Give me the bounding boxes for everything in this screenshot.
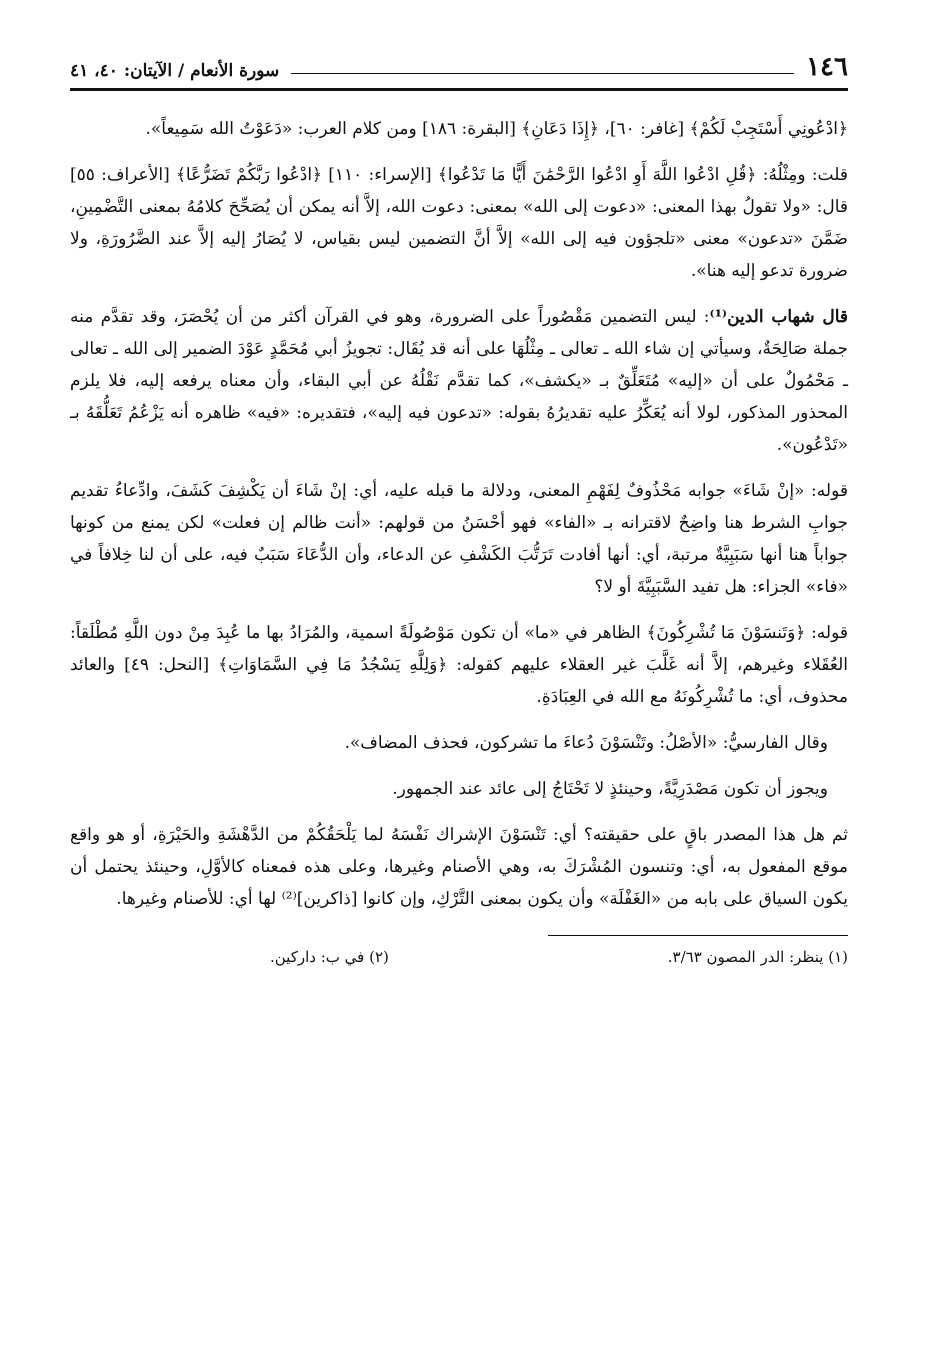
paragraph xyxy=(70,475,848,603)
paragraph-text: قلت: ومِثْلُهُ: ﴿قُلِ ادْعُوا اللَّهَ أَوِ ادْعُوا الرَّحْمَٰنَ أَيًّا مَا تَدْعُوا﴾ [الإسراء: ١١٠] ﴿ادْعُوا رَبَّكُمْ تَضَرُّعًا﴾ [الأعراف: ٥٥] قال: «ولا تقولُ بهذا المعنى: «دعوت إلى الله» بمعنى: دعوت الله، إلاَّ أنه يمكن أن يُصَحِّحَ كلامُهُ بمعنى التَّضْمِينِ، ضَمَّنَ «تدعون» معنى «تلجؤون فيه إلى الله» إلاَّ أنَّ التضمين ليس بقياس، لا يُصَارُ إليه إلاَّ عند الضَّرُورَةِ، ولا ضرورة تدعو إليه هنا». xyxy=(70,165,848,281)
footnote-1: (١) ينظر: الدر المصون ٣/٦٣. xyxy=(667,948,848,966)
paragraph-text: : ليس التضمين مَقْصُوراً على الضرورة، وهو في القرآن أكثر من أن يُحْصَرَ، وقد تقدَّم منه جملة صَالِحَةٌ، وسيأتي إن شاء الله ـ تعالى ـ مِثْلُهَا على أنه قد يُقَال: تجويزُ أبي مُحَمَّدٍ عَوْدَ الضمير إلى الله ـ تعالى ـ مَحْمُولٌ على أن «إليه» مُتَعَلِّقٌ بـ «يكشف»، كما تقدَّم نَقْلُهُ عن أبي البقاء، وأن معناه يرفعه إليه، فلا يلزم المحذور المذكور، لولا أنه يُعَكِّرُ عليه تقديرُهُ بقوله: «تدعون فيه إليه»، فتقديره: «فيه» ظاهره أنه يَزْعُمُ تَعَلُّقَهُ بـ «تَدْعُون». xyxy=(70,307,848,455)
footnote-2: (٢) في ب: داركين. xyxy=(270,948,389,966)
page-body xyxy=(70,113,848,915)
paragraph xyxy=(70,113,848,145)
footnotes xyxy=(70,944,848,970)
header-fill-line xyxy=(291,73,794,74)
paragraph xyxy=(70,773,848,805)
page-number: ١٤٦ xyxy=(806,52,848,82)
running-head: سورة الأنعام / الآيتان: ٤٠، ٤١ xyxy=(70,61,280,81)
paragraph-text: ويجوز أن تكون مَصْدَرِيَّةً، وحينئذٍ لا تَحْتَاجُ إلى عائد عند الجمهور. xyxy=(392,779,828,799)
paragraph xyxy=(70,617,848,713)
header-rule xyxy=(70,88,848,91)
paragraph xyxy=(70,819,848,915)
paragraph xyxy=(70,159,848,287)
paragraph-lead: قال شهاب الدين⁽¹⁾ xyxy=(709,307,848,327)
paragraph-text: وقال الفارسيُّ: «الأصْلُ: وتَنْسَوْنَ دُعاءَ ما تشركون، فحذف المضاف». xyxy=(344,733,828,753)
paragraph-text: قوله: ﴿وَتَنسَوْنَ مَا تُشْرِكُونَ﴾ الظاهر في «ما» أن تكون مَوْصُولَةً اسمية، والمُرَادُ بها ما عُبِدَ مِنْ دون اللَّهِ مُطْلَقاً: العُقَلاء وغيرهم، إلاَّ أنه غَلَّبَ غير العقلاء عليهم كقوله: ﴿وَلِلَّهِ يَسْجُدُ مَا فِي السَّمَاوَاتِ﴾ [النحل: ٤٩] والعائد محذوف، أي: ما تُشْرِكُونَهُ مع الله في العِبَادَةِ. xyxy=(70,623,848,707)
page-header xyxy=(70,38,848,80)
paragraph xyxy=(70,727,848,759)
paragraph-text: ﴿ادْعُونِي أَسْتَجِبْ لَكُمْ﴾ [غافر: ٦٠]، ﴿إِذَا دَعَانِ﴾ [البقرة: ١٨٦] ومن كلام العرب: «دَعَوْتُ الله سَمِيعاً». xyxy=(145,119,848,139)
paragraph-text: ثم هل هذا المصدر باقٍ على حقيقته؟ أي: تَنْسَوْنَ الإشراك نَفْسَهُ لما يَلْحَقُكُمْ من الدَّهْشَةِ والحَيْرَةِ، أو هو واقع موقع المفعول به، أي: وتنسون المُشْرَكَ به، وهي الأصنام وغيرها، وعلى هذه فمعناه كالأوَّلِ، وحينئذ يحتمل أن يكون السياق على بابه من «الغَفْلَة» وأن يكون بمعنى التَّرْكِ، وإن كانوا [ذاكرين]⁽²⁾ لها أي: للأصنام وغيرها. xyxy=(70,825,849,909)
paragraph xyxy=(70,301,848,461)
footnote-rule xyxy=(548,935,848,936)
paragraph-text: قوله: «إنْ شَاءَ» جوابه مَحْذُوفٌ لِفَهْمِ المعنى، ودلالة ما قبله عليه، أي: إنْ شَاءَ أن يَكْشِفَ كَشَفَ، وادِّعاءُ تقديم جوابِ الشرط هنا واضِحٌ لاقترانه بـ «الفاء» فهو أحْسَنُ من قولهم: «أنت ظالم إن فعلت» لكن يمنع من كونها جواباً هنا أنها سَبَبِيَّةٌ مرتبة، أي: أنها أفادت تَرَتُّبَ الكَشْفِ عن الدعاء، وأن الدُّعَاءَ سَبَبٌ فيه، على أن لنا خِلافاً في «فاء» الجزاء: هل تفيد السَّبَبِيَّةَ أو لا؟ xyxy=(70,481,848,597)
